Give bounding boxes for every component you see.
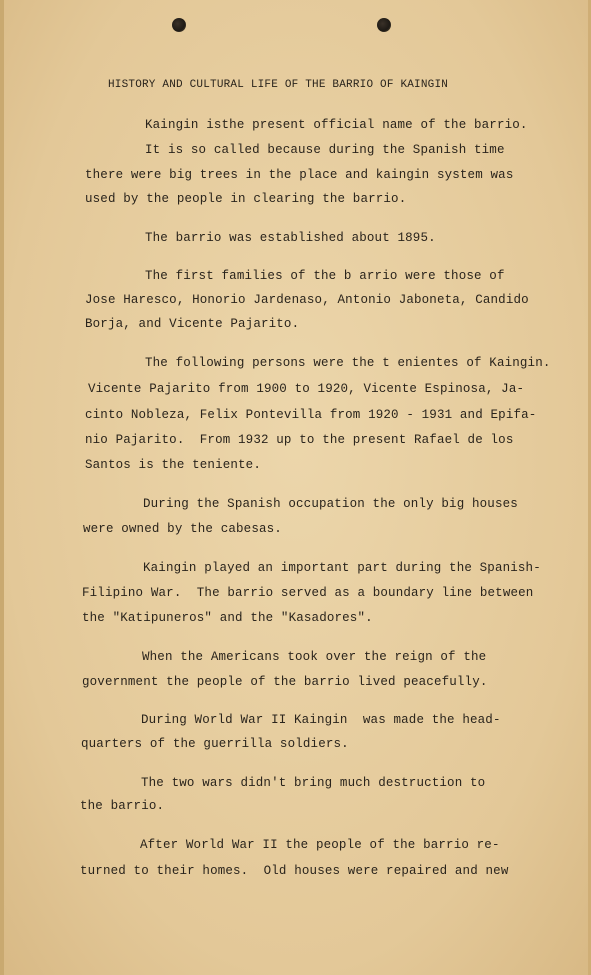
paragraph-1-line-3: there were big trees in the place and kaingin system was (85, 168, 514, 182)
paragraph-4-line-2: Vicente Pajarito from 1900 to 1920, Vicente Espinosa, Ja- (88, 382, 525, 396)
paragraph-5-line-1: During the Spanish occupation the only big houses (143, 497, 518, 511)
page-edge-left (0, 0, 4, 975)
paragraph-3-line-3: Borja, and Vicente Pajarito. (85, 317, 300, 331)
binder-hole-left (172, 18, 186, 32)
paragraph-7-line-2: government the people of the barrio lived peacefully. (82, 675, 488, 689)
paragraph-4-line-3: cinto Nobleza, Felix Pontevilla from 1920 - 1931 and Epifa- (85, 408, 537, 422)
paragraph-1-line-2: It is so called because during the Spanish time (145, 143, 505, 157)
document-title: HISTORY AND CULTURAL LIFE OF THE BARRIO OF KAINGIN (108, 79, 449, 91)
paragraph-3-line-1: The first families of the b arrio were those of (145, 269, 505, 283)
paragraph-6-line-3: the "Katipuneros" and the "Kasadores". (82, 611, 373, 625)
paragraph-9-line-2: the barrio. (80, 799, 165, 813)
paragraph-1-line-1: Kaingin isthe present official name of the barrio. (145, 118, 528, 132)
paragraph-2-line-1: The barrio was established about 1895. (145, 231, 436, 245)
paragraph-3-line-2: Jose Haresco, Honorio Jardenaso, Antonio Jaboneta, Candido (85, 293, 529, 307)
paragraph-10-line-2: turned to their homes. Old houses were repaired and new (80, 864, 509, 878)
paragraph-8-line-1: During World War II Kaingin was made the head- (141, 713, 501, 727)
paragraph-4-line-1: The following persons were the t enientes of Kaingin. (145, 356, 551, 370)
paragraph-5-line-2: were owned by the cabesas. (83, 522, 282, 536)
paragraph-7-line-1: When the Americans took over the reign of the (142, 650, 487, 664)
paragraph-6-line-1: Kaingin played an important part during the Spanish- (143, 561, 541, 575)
paragraph-4-line-4: nio Pajarito. From 1932 up to the present Rafael de los (85, 433, 514, 447)
paragraph-6-line-2: Filipino War. The barrio served as a boundary line between (82, 586, 534, 600)
paragraph-4-line-5: Santos is the teniente. (85, 458, 261, 472)
paragraph-1-line-4: used by the people in clearing the barrio. (85, 192, 407, 206)
paragraph-8-line-2: quarters of the guerrilla soldiers. (81, 737, 349, 751)
paragraph-10-line-1: After World War II the people of the barrio re- (140, 838, 500, 852)
paragraph-9-line-1: The two wars didn't bring much destruction to (141, 776, 486, 790)
binder-hole-right (377, 18, 391, 32)
